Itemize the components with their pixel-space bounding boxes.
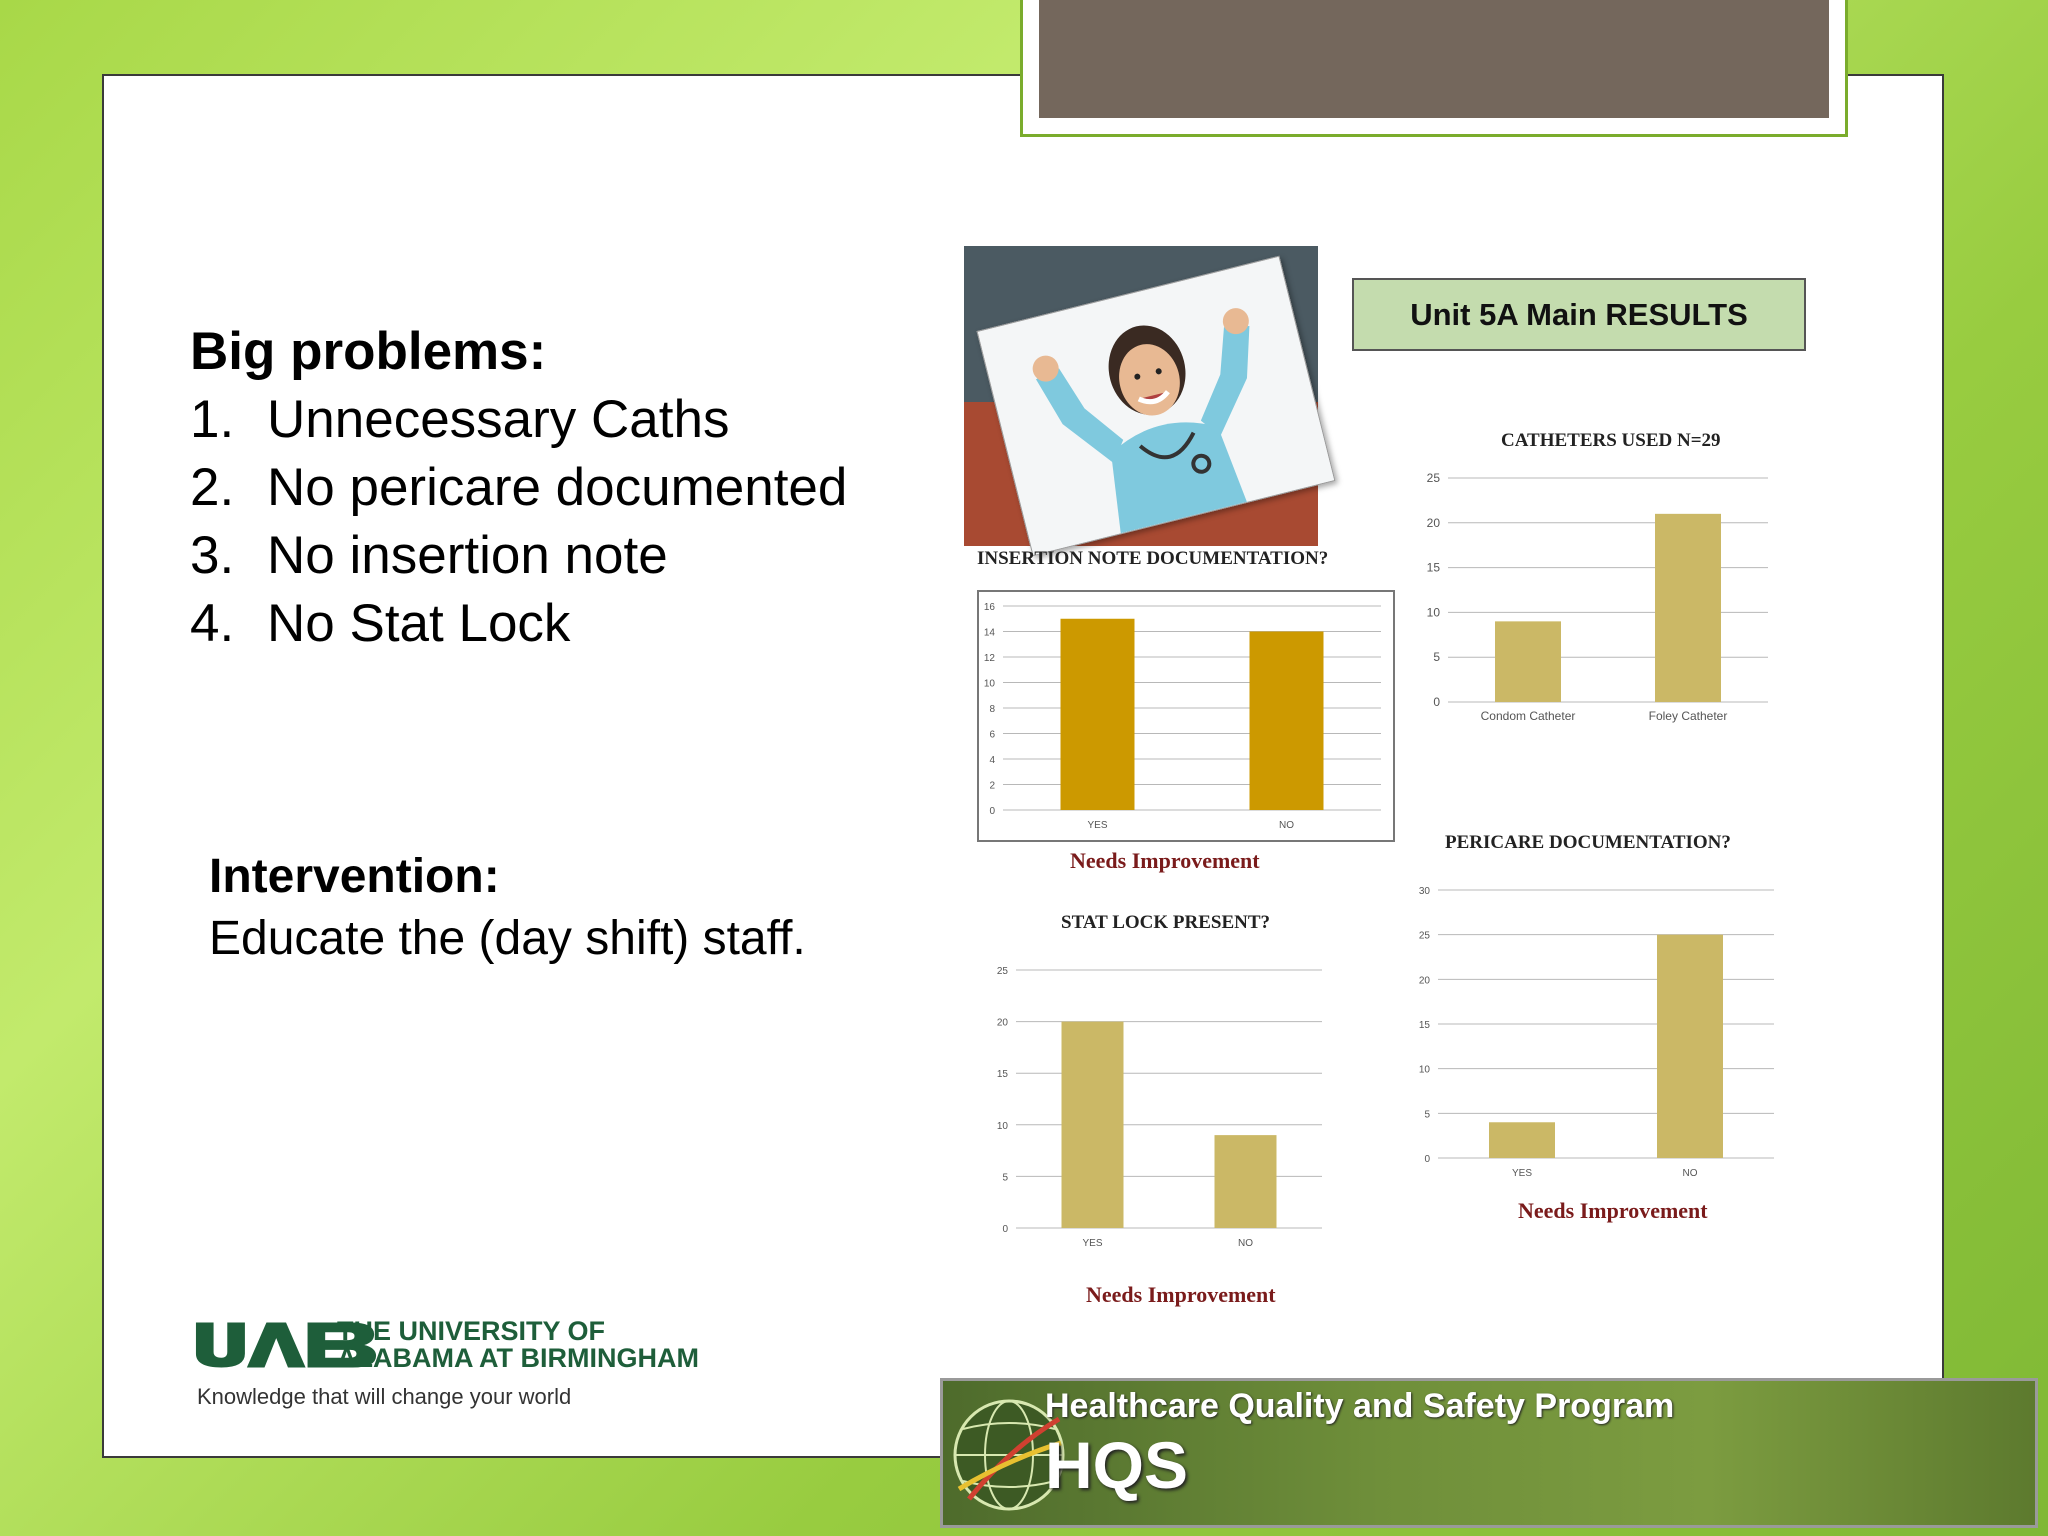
university-name-line1: THE UNIVERSITY OF: [337, 1316, 606, 1346]
needs-improvement-statlock: Needs Improvement: [1086, 1282, 1276, 1307]
bar: [1495, 621, 1561, 702]
y-tick-label: 10: [996, 1120, 1008, 1132]
x-tick-label: Foley Catheter: [1648, 709, 1728, 723]
university-name-line2: ALABAMA AT BIRMINGHAM: [337, 1343, 699, 1373]
y-tick-label: 10: [983, 678, 995, 690]
x-tick-label: NO: [1279, 820, 1294, 831]
y-tick-label: 15: [996, 1069, 1008, 1081]
list-number: 2.: [190, 458, 235, 517]
y-tick-label: 8: [989, 704, 995, 715]
list-item: [190, 590, 847, 658]
title-banner: [1039, 0, 1829, 118]
statlock-chart: [988, 952, 1328, 1252]
problems-block: [190, 318, 847, 658]
list-item: [190, 522, 847, 590]
bar: [1657, 935, 1723, 1158]
y-tick-label: 20: [996, 1017, 1008, 1029]
hqs-banner: [940, 1378, 2038, 1528]
list-item: [190, 454, 847, 522]
intervention-heading: Intervention:: [209, 850, 500, 903]
insertion-chart: [977, 590, 1395, 842]
y-tick-label: 20: [1426, 515, 1440, 530]
y-tick-label: 0: [989, 806, 995, 817]
bar: [1489, 1122, 1555, 1158]
program-abbr: HQS: [1045, 1428, 1189, 1502]
y-tick-label: 10: [1426, 605, 1440, 620]
needs-improvement-pericare: Needs Improvement: [1518, 1198, 1708, 1223]
needs-improvement-insertion: Needs Improvement: [1070, 848, 1260, 873]
y-tick-label: 2: [989, 780, 995, 792]
chart-title-statlock: STAT LOCK PRESENT?: [1061, 912, 1271, 933]
chart-border: [978, 591, 1394, 841]
slide-title-placeholder: [1020, 0, 1848, 137]
list-text: Unnecessary Caths: [267, 390, 730, 449]
x-tick-label: YES: [1087, 820, 1108, 831]
list-text: No pericare documented: [267, 458, 848, 517]
y-tick-label: 10: [1418, 1064, 1430, 1076]
results-title: Unit 5A Main RESULTS: [1352, 278, 1806, 351]
y-tick-label: 15: [1426, 560, 1440, 575]
y-tick-label: 6: [989, 729, 995, 741]
list-number: 1.: [190, 390, 235, 449]
list-number: 4.: [190, 594, 235, 653]
y-tick-label: 14: [983, 627, 995, 639]
y-tick-label: 0: [1433, 695, 1440, 709]
x-tick-label: NO: [1238, 1238, 1253, 1249]
x-tick-label: NO: [1682, 1168, 1698, 1179]
x-tick-label: Condom Catheter: [1480, 709, 1576, 723]
list-text: No insertion note: [267, 526, 668, 585]
program-title: Healthcare Quality and Safety Program: [1045, 1387, 1675, 1425]
y-tick-label: 5: [1424, 1109, 1430, 1121]
y-tick-label: 15: [1418, 1020, 1430, 1031]
bar: [1655, 514, 1721, 702]
bar: [1061, 619, 1135, 810]
y-tick-label: 5: [1002, 1172, 1008, 1184]
university-tagline: Knowledge that will change your world: [197, 1384, 572, 1409]
bar: [1250, 632, 1324, 811]
problems-list: [190, 386, 847, 658]
x-tick-label: YES: [1511, 1168, 1533, 1179]
university-name: [337, 1318, 699, 1372]
intervention-text: Educate the (day shift) staff.: [209, 912, 806, 965]
y-tick-label: 16: [983, 602, 995, 613]
list-number: 3.: [190, 526, 235, 585]
pericare-chart: [1412, 872, 1782, 1182]
bar: [1215, 1135, 1277, 1228]
y-tick-label: 20: [1418, 975, 1430, 987]
y-tick-label: 25: [1426, 471, 1440, 485]
chart-title-pericare: PERICARE DOCUMENTATION?: [1445, 832, 1731, 853]
y-tick-label: 30: [1418, 886, 1430, 897]
x-tick-label: YES: [1082, 1238, 1103, 1249]
chart-title-insertion: INSERTION NOTE DOCUMENTATION?: [977, 548, 1329, 569]
catheters-chart: [1412, 460, 1788, 740]
y-tick-label: 12: [983, 653, 995, 664]
y-tick-label: 5: [1433, 650, 1440, 665]
y-tick-label: 0: [1002, 1224, 1008, 1235]
y-tick-label: 25: [996, 966, 1008, 977]
list-text: No Stat Lock: [267, 594, 571, 653]
y-tick-label: 4: [989, 755, 995, 766]
problems-heading: Big problems:: [190, 322, 547, 381]
bar: [1062, 1022, 1124, 1228]
y-tick-label: 0: [1424, 1154, 1430, 1165]
y-tick-label: 25: [1418, 930, 1430, 942]
list-item: [190, 386, 847, 454]
chart-title-catheters: CATHETERS USED N=29: [1501, 430, 1721, 451]
intervention-block: [209, 846, 806, 970]
